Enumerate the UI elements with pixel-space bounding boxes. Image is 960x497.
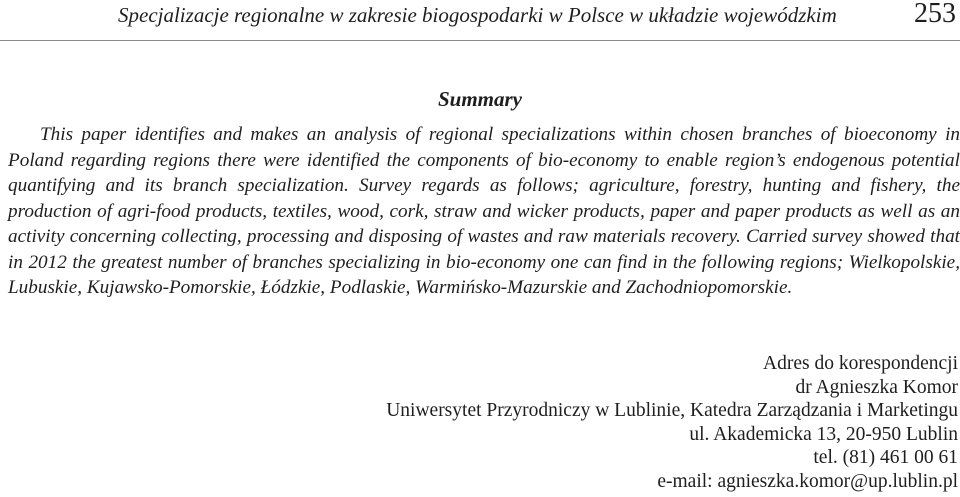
summary-paragraph: This paper identifies and makes an analysis of regional specializations within chosen branches of bioeconomy in Poland regarding regions there were identified the components of bio-economy to enable region’s endogenous potential quantifying and its branch specialization. Survey regards as follows; agriculture, forestry, hunting and fishery, the production of agri-food products, textiles, wood, cork, straw and wicker products, paper and paper products as well as an activity concerning collecting, processing and disposing of wastes and raw materials recovery. Carried survey showed that in 2012 the greatest number of branches specializing in bio-economy one can find in the following regions; Wielkopolskie, Lubuskie, Kujawsko-Pomorskie, Łódzkie, Podlaskie, Warmińsko-Mazurskie and Zachodniopomorskie. — [8, 124, 960, 298]
author-phone: tel. (81) 461 00 61 — [813, 447, 958, 469]
running-header-title: Specjalizacje regionalne w zakresie biogospodarki w Polsce w układzie wojewódzkim — [118, 3, 837, 27]
author-institution: Uniwersytet Przyrodniczy w Lublinie, Katedra Zarządzania i Marketingu — [386, 400, 958, 422]
correspondence-label: Adres do korespondencji — [763, 353, 958, 374]
summary-heading: Summary — [437, 87, 523, 111]
author-street-address: ul. Akademicka 13, 20-950 Lublin — [689, 423, 958, 445]
correspondence-address — [386, 352, 958, 494]
author-email: e-mail: agnieszka.komor@up.lublin.pl — [657, 470, 958, 492]
author-name: dr Agnieszka Komor — [795, 376, 958, 398]
running-header — [0, 0, 960, 41]
page-number: 253 — [914, 0, 956, 29]
